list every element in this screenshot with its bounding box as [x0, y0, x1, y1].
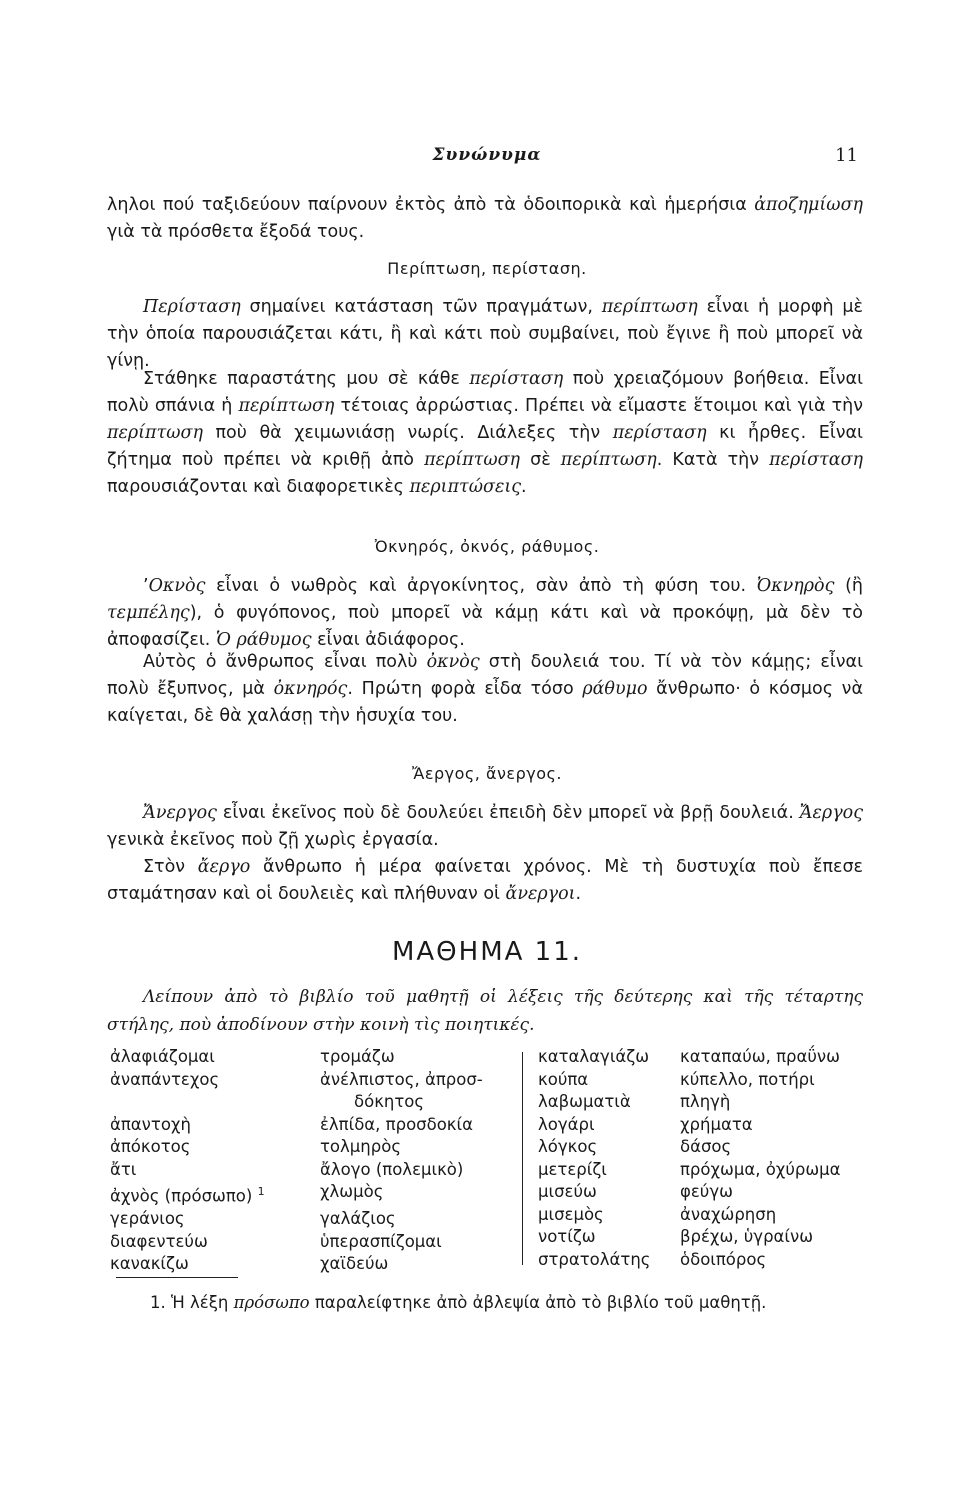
- table-row: [110, 1231, 520, 1254]
- table-row: [110, 1114, 520, 1137]
- poetic-word: μετερίζι: [538, 1159, 607, 1179]
- section-heading: Ἄεργος, ἄνεργος.: [412, 764, 562, 783]
- table-row: [110, 1046, 520, 1069]
- text-span: εἶναι ἡ μορφὴ μὲ τὴν ὁποία παρουσιάζεται κάτι, ἢ καὶ κάτι ποὺ συμβαίνει, ποὺ ἔγινε ἢ ποὺ μπορεῖ νὰ γίνῃ.: [107, 297, 863, 371]
- table-row: [538, 1159, 870, 1182]
- text-span: τέτοιας ἀρρώστιας. Πρέπει νὰ εἴμαστε ἕτοιμοι καὶ γιὰ τὴν: [334, 396, 863, 416]
- paragraph-definition: [107, 573, 863, 654]
- poetic-word: μισεύω: [538, 1182, 597, 1201]
- italic-term: Ἄνεργος: [143, 803, 217, 823]
- common-word: ἐλπίδα, προσδοκία: [320, 1114, 473, 1134]
- text-span: ποὺ θὰ χειμωνιάσῃ νωρίς. Διάλεξες τὴν: [202, 423, 613, 443]
- italic-term: περίσταση: [612, 423, 707, 443]
- italic-term: Οκνὸς: [148, 576, 206, 596]
- poetic-word: κούπα: [538, 1069, 589, 1089]
- common-word: χαϊδεύω: [320, 1254, 389, 1273]
- lesson-title: ΜΑΘΗΜΑ 11.: [391, 937, 583, 967]
- paragraph-examples: [107, 366, 863, 501]
- common-word: κύπελλο, ποτήρι: [680, 1069, 815, 1089]
- common-word: ὁδοιπόρος: [680, 1249, 767, 1269]
- poetic-word: κανακίζω: [110, 1254, 189, 1273]
- text-span: εἶναι ὁ νωθρὸς καὶ ἀργοκίνητος, σὰν ἀπὸ τὴ φύση του.: [205, 576, 757, 596]
- poetic-word: λογάρι: [538, 1114, 595, 1134]
- poetic-word: ἀπόκοτος: [110, 1137, 191, 1156]
- common-word: χλωμὸς: [320, 1182, 384, 1201]
- italic-term: περίπτωση: [107, 423, 203, 443]
- common-word: πληγὴ: [680, 1092, 731, 1111]
- table-row: [538, 1249, 870, 1272]
- text-span: . Κατὰ τὴν: [656, 450, 770, 470]
- common-word: βρέχω, ὑγραίνω: [680, 1227, 814, 1246]
- poetic-word: λόγκος: [538, 1137, 598, 1156]
- italic-term: Περίσταση: [143, 297, 241, 317]
- text-span: (ἢ: [834, 576, 864, 596]
- common-word: καταπαύω, πραΰνω: [680, 1047, 840, 1066]
- text-span: ἄνθρωπο· ὁ κόσμος νὰ καίγεται, δὲ θὰ χαλάσῃ τὴν ἡσυχία του.: [107, 679, 863, 726]
- table-row: [538, 1204, 870, 1227]
- table-row: [538, 1226, 870, 1249]
- section-heading: Ὀκνηρός, ὀκνός, ράθυμος.: [374, 537, 600, 556]
- table-row: [110, 1253, 520, 1276]
- paragraph-definition: [107, 800, 863, 854]
- poetic-word: ἀναπάντεχος: [110, 1069, 220, 1089]
- footnote: [150, 1293, 870, 1312]
- text-span: . Πρώτη φορὰ εἶδα τόσο: [347, 679, 583, 699]
- italic-term: πρόσωπο: [233, 1293, 310, 1312]
- common-word: πρόχωμα, ὀχύρωμα: [680, 1159, 841, 1179]
- poetic-word: [110, 1091, 320, 1114]
- table-row: [538, 1136, 870, 1159]
- common-word: ἀναχώρηση: [680, 1204, 777, 1224]
- text-span: ληλοι πού ταξιδεύουν παίρνουν ἐκτὸς ἀπὸ τὰ ὁδοιπορικὰ καὶ ἡμερήσια: [107, 195, 755, 215]
- italic-term: ἄνεργοι: [505, 884, 576, 904]
- table-row: [110, 1159, 520, 1182]
- table-row: [110, 1069, 520, 1092]
- common-word: ἀνέλπιστος, ἀπροσ-: [320, 1069, 483, 1089]
- italic-term: περίπτωση: [560, 450, 657, 470]
- common-word: χρήματα: [680, 1114, 753, 1134]
- text-span: σὲ: [520, 450, 561, 470]
- word-table-right: [538, 1046, 870, 1271]
- italic-term: Ὀκνηρὸς: [756, 576, 835, 596]
- poetic-word: καταλαγιάζω: [538, 1047, 650, 1066]
- text-span: ), ὁ φυγόπονος, ποὺ μπορεῖ νὰ κάμῃ κάτι καὶ νὰ προκόψῃ, μὰ δὲν τὸ ἀποφασίζει.: [107, 603, 863, 650]
- poetic-word: νοτίζω: [538, 1227, 596, 1246]
- poetic-word: ἀλαφιάζομαι: [110, 1047, 215, 1066]
- italic-term: περίσταση: [469, 369, 564, 389]
- poetic-word: ἄτι: [110, 1159, 137, 1179]
- paragraph-definition: [107, 294, 863, 375]
- table-row: [110, 1208, 520, 1231]
- footnote-number: 1.: [150, 1293, 166, 1312]
- italic-term: ὀκνηρός: [273, 679, 348, 699]
- common-word: γαλάζιος: [320, 1209, 396, 1228]
- footnote-marker: 1: [257, 1185, 265, 1198]
- text-span: Αὐτὸς ὁ ἄνθρωπος εἶναι πολὺ: [143, 652, 427, 672]
- table-row: [110, 1091, 520, 1114]
- text-span: κι ἦρθες. Εἶναι ζήτημα ποὺ πρέπει νὰ κριθῇ ἀπὸ: [107, 423, 863, 470]
- page-number: 11: [835, 145, 858, 166]
- common-word: ὑπερασπίζομαι: [320, 1231, 442, 1251]
- text-span: ’: [143, 576, 149, 596]
- poetic-word-text: ἀχνὸς (πρόσωπο): [110, 1186, 253, 1206]
- italic-term: περίπτωση: [424, 450, 521, 470]
- italic-term: περίσταση: [769, 450, 863, 470]
- poetic-word: γεράνιος: [110, 1209, 185, 1228]
- text-span: ποὺ χρειαζόμουν βοήθεια. Εἶναι πολὺ σπάνια ἡ: [107, 369, 863, 416]
- italic-term: τεμπέλης: [107, 603, 190, 623]
- text-span: γιὰ τὰ πρόσθετα ἔξοδά τους.: [107, 222, 365, 242]
- text-span: σημαίνει κατάσταση τῶν πραγμάτων,: [240, 297, 602, 317]
- italic-term: περίπτωση: [601, 297, 698, 317]
- paragraph-continuation: [107, 192, 863, 246]
- poetic-word: λαβωματιὰ: [538, 1092, 631, 1111]
- common-word: ἄλογο (πολεμικὸ): [320, 1159, 464, 1179]
- text-span: γενικὰ ἐκεῖνος ποὺ ζῇ χωρὶς ἐργασία.: [107, 830, 439, 850]
- text-span: Ἡ λέξη: [165, 1293, 234, 1312]
- running-title: Συνώνυμα: [432, 145, 542, 165]
- table-row: [538, 1091, 870, 1114]
- italic-term: ἀποζημίωση: [754, 195, 863, 215]
- italic-term: ράθυμο: [582, 679, 648, 699]
- footnote-rule: [116, 1277, 238, 1278]
- common-word: τρομάζω: [320, 1047, 395, 1066]
- common-word: φεύγω: [680, 1182, 733, 1201]
- poetic-word: [110, 1181, 320, 1208]
- common-word: τολμηρὸς: [320, 1137, 402, 1156]
- table-row: [538, 1181, 870, 1204]
- table-row: [538, 1046, 870, 1069]
- section-heading: Περίπτωση, περίσταση.: [387, 259, 587, 278]
- lesson-intro: Λείπουν ἀπὸ τὸ βιβλίο τοῦ μαθητῇ οἱ λέξεις τῆς δεύτερης καὶ τῆς τέταρτης στήλης, ποὺ ἀποδίνουν στὴν κοινὴ τὶς ποιητικές.: [107, 987, 863, 1035]
- text-span: .: [521, 477, 527, 497]
- poetic-word: μισεμὸς: [538, 1204, 604, 1224]
- italic-term: Ὁ ράθυμος: [215, 630, 312, 650]
- italic-term: Ἄεργος: [799, 803, 863, 823]
- table-row: [538, 1114, 870, 1137]
- italic-term: ἄεργο: [197, 857, 251, 877]
- text-span: στὴ δουλειά του. Τί νὰ τὸν κάμῃς; εἶναι πολὺ ἔξυπνος, μὰ: [107, 652, 863, 699]
- italic-term: περιπτώσεις: [409, 477, 521, 497]
- italic-term: περίπτωση: [238, 396, 335, 416]
- text-span: .: [575, 884, 582, 904]
- table-row: [110, 1136, 520, 1159]
- text-span: παρουσιάζονται καὶ διαφορετικὲς: [107, 477, 410, 497]
- text-span: εἶναι ἀδιάφορος.: [311, 630, 465, 650]
- text-span: Στὸν: [143, 857, 198, 877]
- common-word: δόκητος: [354, 1092, 425, 1111]
- text-span: ἄνθρωπο ἡ μέρα φαίνεται χρόνος. Μὲ τὴ δυστυχία ποὺ ἔπεσε σταμάτησαν καὶ οἱ δουλειὲς καὶ πλήθυναν οἱ: [107, 857, 863, 904]
- poetic-word: στρατολάτης: [538, 1249, 651, 1269]
- table-row: [538, 1069, 870, 1092]
- poetic-word: διαφεντεύω: [110, 1231, 208, 1251]
- paragraph-examples: [107, 854, 863, 908]
- italic-term: ὀκνὸς: [426, 652, 480, 672]
- text-span: παραλείφτηκε ἀπὸ ἀβλεψία ἀπὸ τὸ βιβλίο τοῦ μαθητῇ.: [309, 1293, 767, 1312]
- common-word: δάσος: [680, 1137, 732, 1156]
- text-span: εἶναι ἐκεῖνος ποὺ δὲ δουλεύει ἐπειδὴ δὲν μπορεῖ νὰ βρῇ δουλειά.: [216, 803, 800, 823]
- column-divider: [522, 1052, 523, 1265]
- table-row: [110, 1181, 520, 1208]
- poetic-word: ἀπαντοχὴ: [110, 1114, 191, 1134]
- word-table-left: [110, 1046, 520, 1276]
- paragraph-examples: [107, 649, 863, 730]
- text-span: Στάθηκε παραστάτης μου σὲ κάθε: [143, 369, 470, 389]
